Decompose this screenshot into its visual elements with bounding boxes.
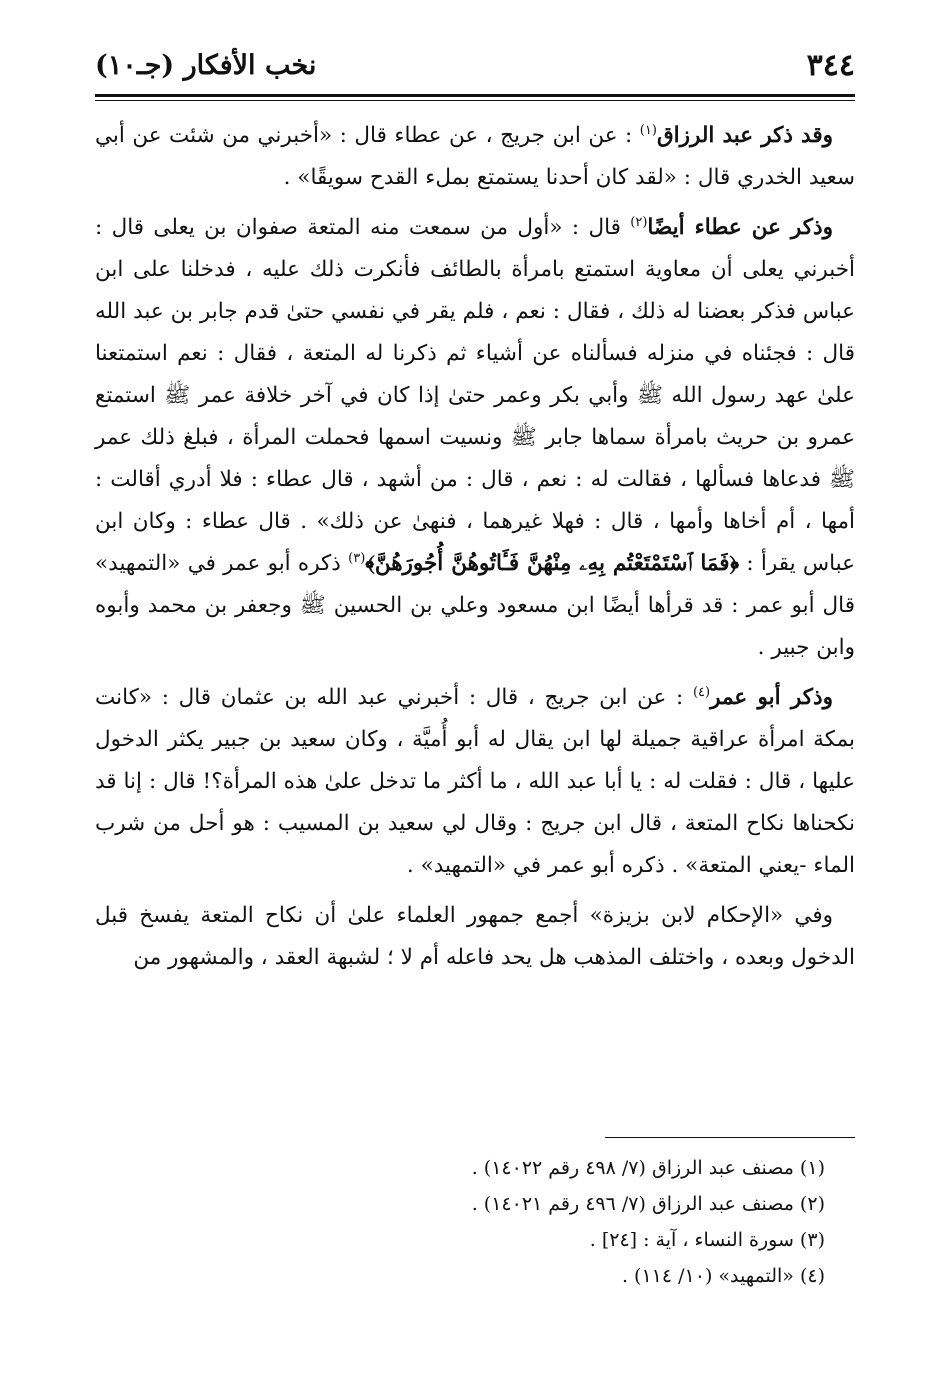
paragraph-text: وفي «الإحكام لابن بزيزة» أجمع جمهور العلماء علىٰ أن نكاح المتعة يفسخ قبل الدخول وبعده ، واختلف المذهب هل يحد فاعله أم لا ؛ لشبهة العقد ، والمشهور من (95, 903, 855, 970)
footnotes (95, 1150, 855, 1294)
paragraph-lead: وذكر أبو عمر (710, 685, 833, 710)
paragraph-lead: وقد ذكر عبد الرزاق (656, 123, 833, 148)
page-header (95, 42, 855, 92)
running-title: نخب الأفكار (جـ١٠) (95, 50, 317, 81)
paragraph-text: : عن ابن جريج ، قال : أخبرني عبد الله بن عثمان قال : «كانت بمكة امرأة عراقية جميلة لها ابن يقال له أبو أُميَّة ، وكان سعيد بن جبير يكثر الدخول عليها ، قال : فقلت له : يا أبا عبد الله ، ما أكثر ما تدخل علىٰ هذه المرأة؟! قال : إنا قد نكحناها نكاح المتعة ، قال ابن جريج : وقال لي سعيد بن المسيب : هو أحل من شرب الماء -يعني المتعة» . ذكره أبو عمر في «التمهيد» . (95, 685, 855, 878)
header-rule-thin (95, 100, 855, 101)
footnote-ref: (٣) (348, 550, 366, 566)
footnote-ref: (١) (639, 122, 657, 138)
paragraph-lead: وذكر عن عطاء أيضًا (647, 215, 833, 240)
paragraph-2 (95, 207, 855, 669)
footnote-3: (٣) سورة النساء ، آية : [٢٤] . (589, 1229, 825, 1251)
quran-verse: ﴿فَمَا ٱسْتَمْتَعْتُم بِهِۦ مِنْهُنَّ فَـَٔاتُوهُنَّ أُجُورَهُنَّ﴾ (365, 551, 740, 576)
header-rule (95, 94, 855, 97)
footnote-4: (٤) «التمهيد» (١٠/ ١١٤) . (621, 1265, 825, 1287)
main-text (95, 115, 855, 987)
paragraph-text: قال : «أول من سمعت منه المتعة صفوان بن يعلى قال : أخبرني يعلى أن معاوية استمتع بامرأة بالطائف فأنكرت ذلك عليه ، فدخلنا على ابن عباس فذكر بعضنا له ذلك ، فقال : نعم ، فلم يقر في نفسي حتىٰ قدم جابر بن عبد الله قال : فجئناه في منزله فسألناه عن أشياء ثم ذكرنا له المتعة ، فقال : نعم استمتعنا علىٰ عهد رسول الله ﷺ وأبي بكر وعمر حتىٰ إذا كان في آخر خلافة عمر ﷺ استمتع عمرو بن حريث بامرأة سماها جابر ﷺ ونسيت اسمها فحملت المرأة ، فبلغ ذلك عمر ﷺ فدعاها فسألها ، فقالت له : نعم ، قال : من أشهد ، قال عطاء : فلا أدري أقالت : أمها ، أم أخاها وأمها ، قال : فهلا غيرهما ، فنهىٰ عن ذلك» . قال عطاء : وكان ابن عباس يقرأ : (95, 215, 855, 576)
paragraph-text: : عن ابن جريج ، عن عطاء قال : «أخبرني من شئت عن أبي سعيد الخدري قال : «لقد كان أحدنا يستمتع بملء القدح سويقًا» . (95, 123, 855, 190)
footnote-separator (605, 1137, 855, 1138)
footnote-1: (١) مصنف عبد الرزاق (٧/ ٤٩٨ رقم ١٤٠٢٢) . (471, 1157, 825, 1179)
page-number: ٣٤٤ (806, 48, 855, 83)
footnote-ref: (٢) (630, 214, 648, 230)
paragraph-4 (95, 895, 855, 979)
paragraph-text-cont: ذكره أبو عمر في «التمهيد» قال أبو عمر : قد قرأها أيضًا ابن مسعود وعلي بن الحسين ﷺ وجعفر بن محمد وأبوه وابن جبير . (95, 551, 855, 660)
paragraph-3 (95, 677, 855, 887)
paragraph-1 (95, 115, 855, 199)
footnote-ref: (٤) (692, 684, 711, 700)
footnote-2: (٢) مصنف عبد الرزاق (٧/ ٤٩٦ رقم ١٤٠٢١) . (471, 1193, 825, 1215)
